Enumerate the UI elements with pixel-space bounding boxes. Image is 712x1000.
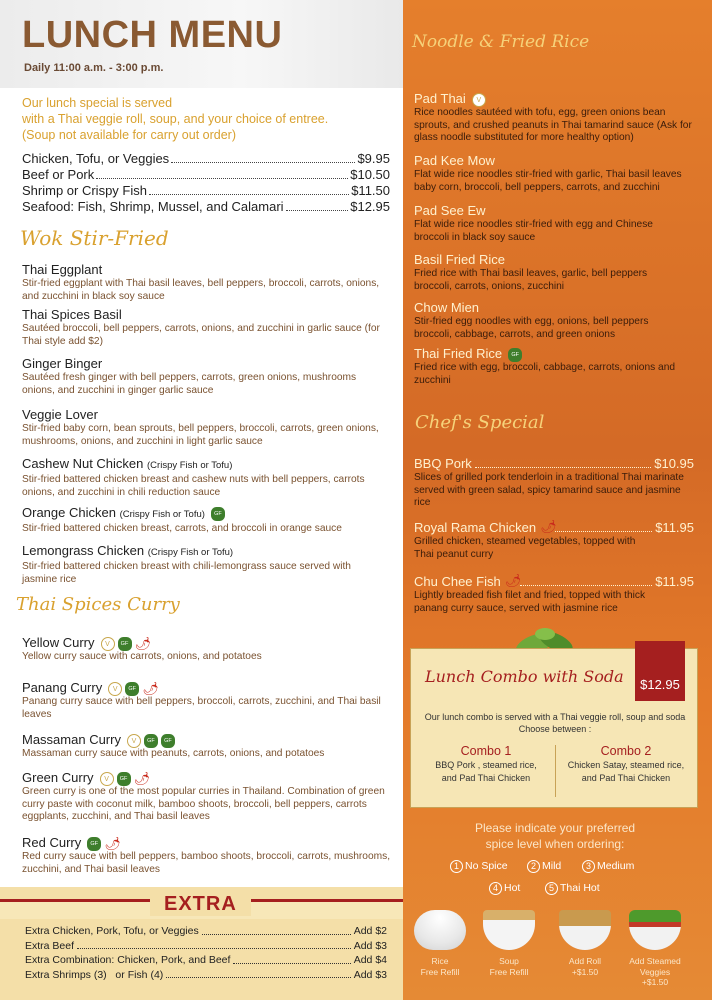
side-roll: Add Roll +$1.50: [550, 910, 620, 977]
veggies-bowl-icon: [629, 910, 681, 950]
hours: Daily 11:00 a.m. - 3:00 p.m.: [24, 62, 164, 74]
combo-2: Combo 2 Chicken Satay, steamed rice, and Pad Thai Chicken: [567, 744, 685, 783]
extra-row: Extra Combination: Chicken, Pork, and Beef Add $4: [25, 954, 387, 966]
chili-pepper-icon: 🌶: [142, 680, 159, 696]
menu-item: Pad Kee Mow Flat wide rice noodles stir-fried with garlic, Thai basil leaves baby corn, broccoli, bell peppers, carrots, and zucchini: [414, 153, 682, 193]
intro-line-3: (Soup not available for carry out order): [22, 128, 236, 142]
menu-item: Veggie Lover Stir-fried baby corn, bean sprouts, bell peppers, broccoli, carrots, green onions, mushrooms, onions, and zucchini in light garlic sauce: [22, 407, 379, 447]
vegetarian-icon: V: [108, 682, 122, 696]
combo-description: Our lunch combo is served with a Thai veggie roll, soup and soda Choose between :: [424, 712, 686, 734]
gluten-free-icon: GF: [125, 682, 139, 696]
lunch-combo-box: [410, 648, 698, 808]
menu-item: Orange Chicken (Crispy Fish or Tofu) GF Stir-fried battered chicken breast, carrots, and broccoli in orange sauce: [22, 505, 342, 534]
gluten-free-icon: GF: [144, 734, 158, 748]
menu-item: Massaman Curry V GF GF Massaman curry sauce with peanuts, carrots, onions, and potatoes: [22, 732, 325, 759]
price-list: [22, 151, 390, 215]
chili-pepper-icon: 🌶: [133, 770, 151, 786]
menu-item: BBQ Pork $10.95 Slices of grilled pork tenderloin in a traditional Thai marinate served with green salad, spicy tamarind sauce and jasmine rice: [414, 456, 694, 508]
section-chef-title: Chef's Special: [415, 412, 545, 433]
spring-roll-icon: [559, 910, 611, 950]
menu-item: Cashew Nut Chicken (Crispy Fish or Tofu) Stir-fried battered chicken breast and cashew nuts with bell peppers, carrots onions, and zucchini in chili reduction sauce: [22, 456, 365, 498]
side-veggies: Add Steamed Veggies +$1.50: [620, 910, 690, 988]
spice-level: 1 No Spice: [450, 860, 508, 873]
spice-level: 4 Hot: [489, 882, 520, 895]
extra-row: Extra Chicken, Pork, Tofu, or Veggies Add $2: [25, 925, 387, 937]
price-row: Seafood: Fish, Shrimp, Mussel, and Calamari $12.95: [22, 199, 390, 214]
menu-item: Red Curry GF 🌶 Red curry sauce with bell peppers, bamboo shoots, broccoli, carrots, mushrooms, zucchini, and Thai basil leaves: [22, 835, 391, 875]
combo-1: Combo 1 BBQ Pork , steamed rice, and Pad Thai Chicken: [435, 744, 537, 783]
spice-level: 3 Medium: [582, 860, 634, 873]
vegetarian-icon: V: [127, 734, 141, 748]
menu-item: Basil Fried Rice Fried rice with Thai basil leaves, garlic, bell peppers broccoli, carrots, onions, zucchini: [414, 252, 648, 292]
side-soup: Soup Free Refill: [474, 910, 544, 977]
page-title: LUNCH MENU: [22, 14, 283, 56]
chili-pepper-icon: 🌶: [104, 835, 121, 851]
intro-line-1: Our lunch special is served: [22, 96, 173, 110]
gluten-free-icon: GF: [117, 772, 131, 786]
menu-item: Lemongrass Chicken (Crispy Fish or Tofu) Stir-fried battered chicken breast with chili-lemongrass sauce served with jasmine rice: [22, 543, 351, 585]
extra-list: [25, 924, 387, 982]
section-curry-title: Thai Spices Curry: [16, 594, 180, 615]
gluten-free-icon: GF: [87, 837, 101, 851]
intro-line-2: with a Thai veggie roll, soup, and your choice of entree.: [22, 112, 329, 126]
gluten-free-icon: GF: [118, 637, 132, 651]
menu-item: Thai Spices Basil Sautéed broccoli, bell peppers, carrots, onions, and zucchini in garlic sauce (for Thai style add $2): [22, 307, 380, 347]
menu-item: Yellow Curry V GF 🌶 Yellow curry sauce with carrots, onions, and potatoes: [22, 635, 262, 662]
price-row: Beef or Pork $10.50: [22, 167, 390, 182]
gluten-free-icon: GF: [508, 348, 522, 362]
menu-item: Panang Curry V GF 🌶 Panang curry sauce with bell peppers, broccoli, carrots, zucchini, and Thai basil leaves: [22, 680, 381, 720]
spice-level: 2 Mild: [527, 860, 561, 873]
menu-item: Pad Thai V Rice noodles sautéed with tofu, egg, green onions bean sprouts, and crushed peanuts in Thai tamarind sauce (Ask for glass noodle substituted for more healthy option): [414, 91, 692, 143]
vegetarian-icon: V: [472, 93, 486, 107]
combo-price: $12.95: [635, 641, 685, 701]
vegetarian-icon: V: [100, 772, 114, 786]
lunch-intro: [22, 95, 392, 143]
rice-bowl-icon: [414, 910, 466, 950]
chili-pepper-icon: 🌶: [540, 519, 557, 534]
extra-section: [0, 887, 403, 1000]
menu-item: Green Curry V GF 🌶 Green curry is one of the most popular curries in Thailand. Combination of green curry paste with coconut milk, bamboo shoots, broccoli, bell peppers, carrots eggplants, zucchini, and Thai basil leaves: [22, 770, 385, 822]
price-row: Chicken, Tofu, or Veggies $9.95: [22, 151, 390, 166]
combo-title: Lunch Combo with Soda: [425, 667, 624, 686]
soup-bowl-icon: [483, 910, 535, 950]
extra-row: Extra Beef Add $3: [25, 939, 387, 952]
extra-row: Extra Shrimps (3) or Fish (4) Add $3: [25, 968, 387, 981]
combo-divider: [555, 745, 556, 797]
menu-item: Thai Eggplant Stir-fried eggplant with Thai basil leaves, bell peppers, broccoli, carrots, onions, and zucchini in black soy sauce: [22, 262, 380, 302]
side-rice: Rice Free Refill: [405, 910, 475, 977]
gluten-free-icon: GF: [211, 507, 225, 521]
price-row: Shrimp or Crispy Fish $11.50: [22, 183, 390, 198]
menu-item: Ginger Binger Sautéed fresh ginger with bell peppers, carrots, green onions, mushrooms onions, and zucchini in ginger garlic sauce: [22, 356, 357, 396]
menu-item: Chu Chee Fish 🌶 $11.95 Lightly breaded fish filet and fried, topped with thick panang curry sauce, served with jasmine rice: [414, 573, 694, 614]
spice-heading: Please indicate your preferred spice level when ordering:: [474, 821, 636, 851]
header: [0, 0, 403, 88]
menu-item: Thai Fried Rice GF Fried rice with egg, broccoli, cabbage, carrots, onions and zucchini: [414, 346, 676, 386]
section-wok-title: Wok Stir-Fried: [20, 226, 169, 250]
menu-item: Pad See Ew Flat wide rice noodles stir-fried with egg and Chinese broccoli in black soy sauce: [414, 203, 653, 243]
vegetarian-icon: V: [101, 637, 115, 651]
menu-item: Chow Mien Stir-fried egg noodles with egg, onions, bell peppers broccoli, cabbage, carrots, and green onions: [414, 300, 649, 340]
chili-pepper-icon: 🌶: [134, 635, 152, 651]
spice-level: 5 Thai Hot: [545, 882, 600, 895]
chili-pepper-icon: 🌶: [504, 573, 522, 588]
section-noodle-title: Noodle & Fried Rice: [412, 32, 590, 52]
extra-title: EXTRA: [150, 893, 251, 916]
menu-item: Royal Rama Chicken 🌶 $11.95 Grilled chicken, steamed vegetables, topped with Thai peanut curry: [414, 519, 694, 560]
gluten-free-icon: GF: [161, 734, 175, 748]
